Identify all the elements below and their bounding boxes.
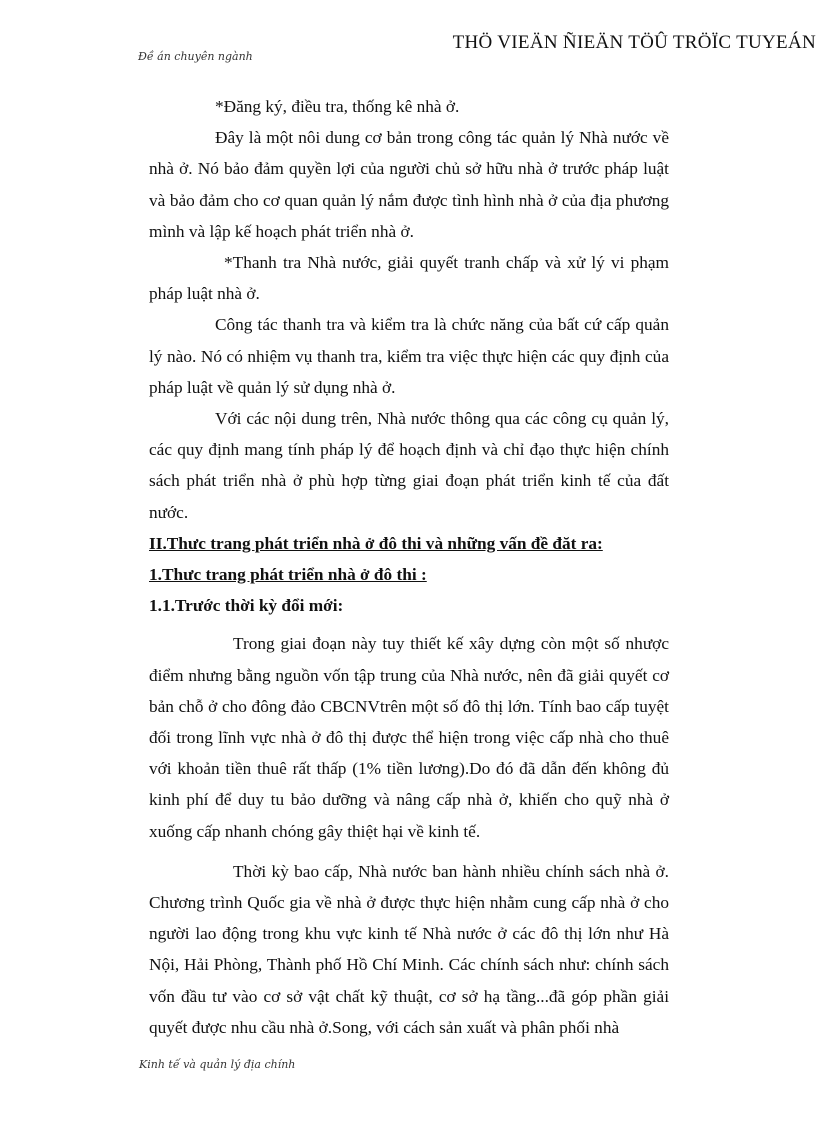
paragraph-registration-heading: *Đăng ký, điều tra, thống kê nhà ở.: [215, 97, 460, 116]
paragraph-inspection-body: Công tác thanh tra và kiểm tra là chức năng của bất cứ cấp quản lý nào. Nó có nhiệm vụ thanh tra, kiểm tra việc thực hiện các quy định của pháp luật về quản lý sử dụng nhà ở.: [149, 315, 669, 397]
paragraph-inspection-heading: *Thanh tra Nhà nước, giải quyết tranh chấp và xử lý vi phạm pháp luật nhà ở.: [149, 253, 669, 304]
footer-department: Kinh tế và quản lý địa chính: [139, 1058, 296, 1071]
paragraph-subsidy-period: Thời kỳ bao cấp, Nhà nước ban hành nhiều chính sách nhà ở. Chương trình Quốc gia về nhà ở được thực hiện nhằm cung cấp nhà ở cho người lao động trong khu vực kinh tế Nhà nước ở các đô thị lớn như Hà Nội, Hải Phòng, Thành phố Hồ Chí Minh. Các chính sách như: chính sách vốn đầu tư vào cơ sở vật chất kỹ thuật, cơ sở hạ tầng...đã góp phần giải quyết được nhu cầu nhà ở.Song, với cách sản xuất và phân phối nhà: [149, 861, 669, 1037]
subsection-heading: 1.Thưc trang phát triển nhà ở đô thi :: [149, 565, 427, 585]
header-document-title: Đề án chuyên ngành: [138, 50, 253, 63]
paragraph-pre-reform: Trong giai đoạn này tuy thiết kế xây dựng còn một số nhược điểm nhưng bằng nguồn vốn tập trung của Nhà nước, nên đã giải quyết cơ bản chỗ ở cho đông đảo CBCNVtrên một số đô thị lớn. Tính bao cấp tuyệt đối trong lĩnh vực nhà ở đô thị được thể hiện trong việc cấp nhà cho thuê với khoản tiền thuê rất thấp (1% tiền lương).Do đó đã dẫn đến không đủ kinh phí để duy tu bảo dưỡng và nâng cấp nhà ở, khiến cho quỹ nhà ở xuống cấp nhanh chóng gây thiệt hại về kinh tế.: [149, 634, 669, 841]
subsubsection-heading: 1.1.Trước thời kỳ đổi mới:: [149, 596, 344, 616]
header-library-banner: THÖ VIEÄN ÑIEÄN TÖÛ TRÖÏC TUYEÁN: [452, 32, 816, 53]
document-body: [149, 91, 669, 1043]
paragraph-summary: Với các nội dung trên, Nhà nước thông qua các công cụ quản lý, các quy định mang tính pháp lý để hoạch định và chỉ đạo thực hiện chính sách phát triển nhà ở phù hợp từng giai đoạn phát triển kinh tế của đất nước.: [149, 409, 669, 522]
section-heading: II.Thưc trang phát triển nhà ở đô thi và những vấn đề đăt ra:: [149, 533, 603, 553]
paragraph-registration-body: Đây là một nôi dung cơ bản trong công tác quản lý Nhà nước về nhà ở. Nó bảo đảm quyền lợi của người chủ sở hữu nhà ở trước pháp luật và bảo đảm cho cơ quan quản lý nắm được tình hình nhà ở của địa phương mình và lập kế hoạch phát triển nhà ở.: [149, 128, 669, 241]
